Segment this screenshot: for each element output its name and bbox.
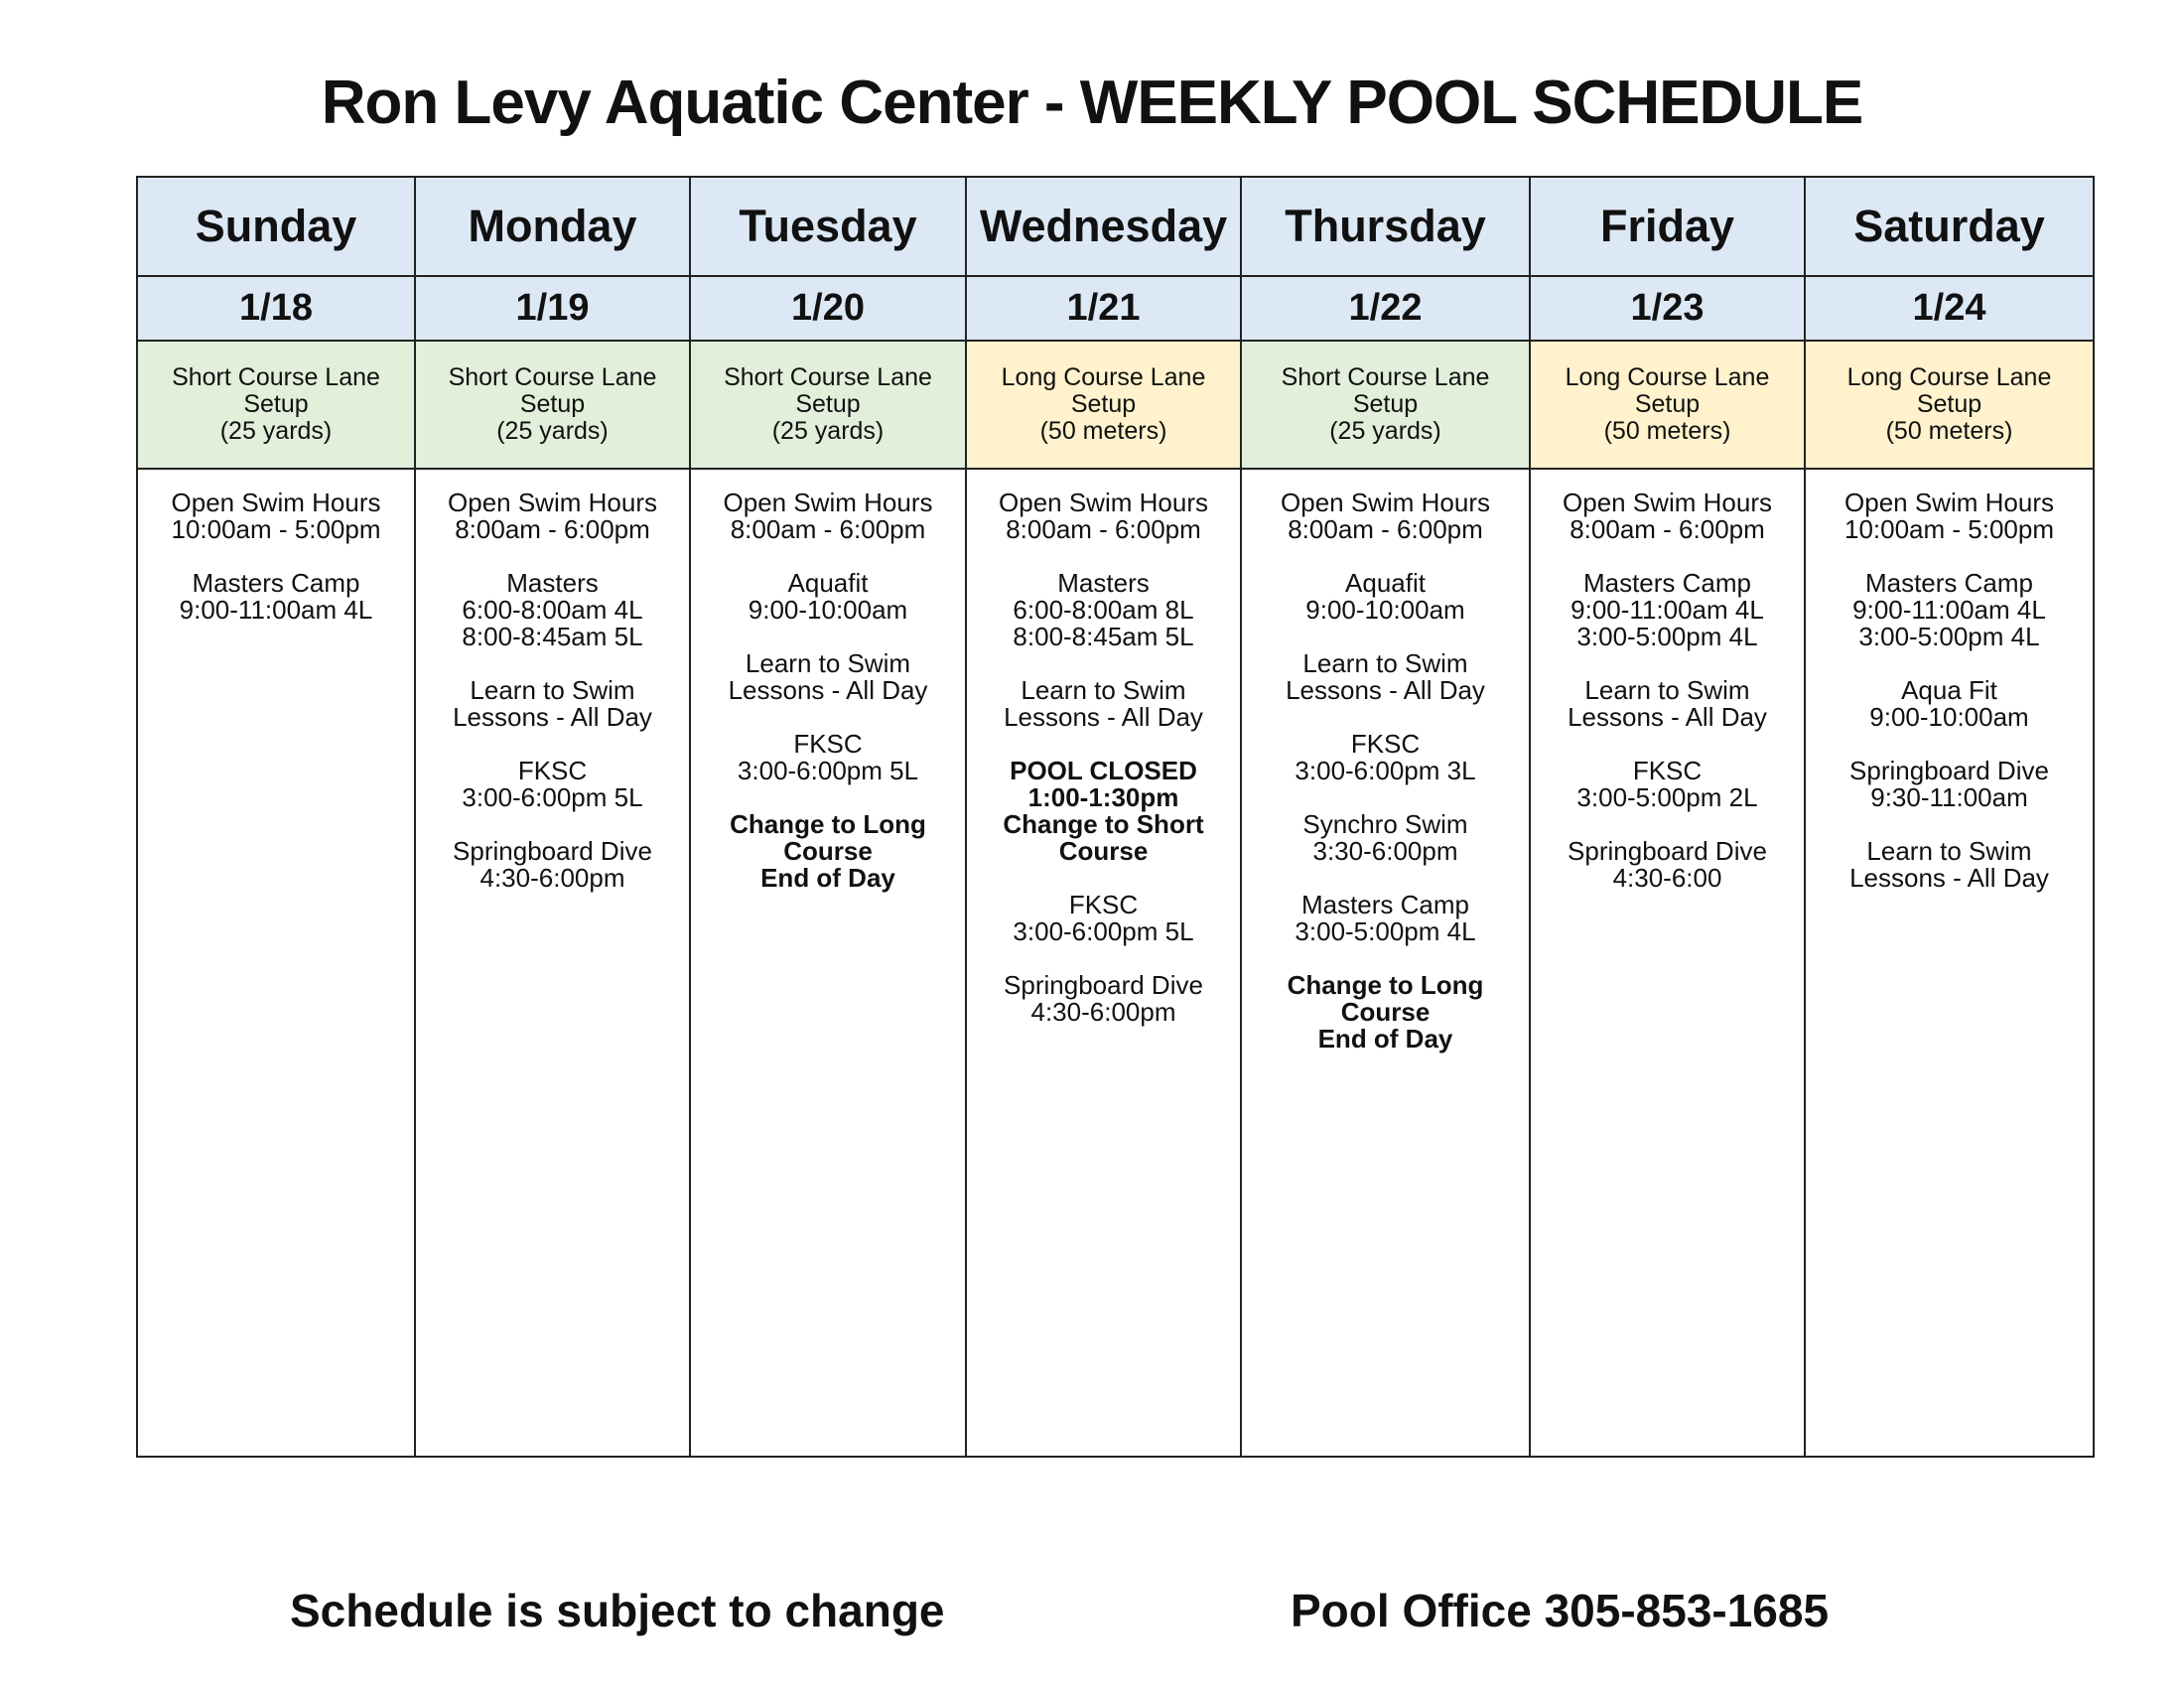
event-line: 3:00-5:00pm 2L [1576, 782, 1758, 812]
event-line: Lessons - All Day [1286, 675, 1485, 705]
setup-line: Setup [1352, 390, 1419, 418]
event-line: 3:00-5:00pm 4L [1858, 622, 2040, 651]
lane-setup-friday [1530, 341, 1805, 469]
schedule-event [1531, 838, 1804, 892]
event-line: FKSC [1068, 890, 1139, 919]
event-line: Masters [1057, 568, 1150, 598]
event-line: FKSC [1350, 729, 1421, 759]
event-line: Open Swim Hours [1563, 488, 1772, 517]
schedule-event [1242, 650, 1529, 704]
event-line: Masters Camp [192, 568, 360, 598]
lane-setup-thursday [1241, 341, 1530, 469]
schedule-change-note: Schedule is subject to change [290, 1585, 945, 1636]
event-line: 8:00am - 6:00pm [1288, 514, 1483, 544]
event-line: Masters Camp [1582, 568, 1752, 598]
schedule-event [691, 811, 965, 892]
schedule-event [416, 570, 689, 650]
schedule-event [967, 972, 1240, 1026]
lane-setup-sunday [137, 341, 415, 469]
schedule-event [691, 731, 965, 784]
event-line: 3:30-6:00pm [1312, 836, 1458, 866]
event-line: Open Swim Hours [999, 488, 1208, 517]
events-wednesday [966, 469, 1241, 1457]
event-line: Masters Camp [1864, 568, 2034, 598]
event-line: Lessons - All Day [1004, 702, 1203, 732]
setup-line: Setup [1634, 390, 1701, 418]
setup-line: Long Course Lane [1846, 363, 2052, 391]
weekly-schedule-table [136, 176, 2095, 1458]
schedule-event [1531, 490, 1804, 543]
event-line: FKSC [793, 729, 863, 759]
day-header-monday: Monday [415, 177, 690, 276]
date-monday: 1/19 [415, 276, 690, 341]
schedule-event [138, 490, 414, 543]
schedule-event [1242, 811, 1529, 865]
event-line: Learn to Swim [1021, 675, 1186, 705]
date-row [137, 276, 2094, 341]
event-line: 8:00am - 6:00pm [455, 514, 650, 544]
schedule-event [1806, 570, 2093, 650]
date-tuesday: 1/20 [690, 276, 966, 341]
event-line: 9:00-10:00am [1305, 595, 1465, 625]
schedule-event [967, 570, 1240, 650]
event-line: Change to Long [1287, 970, 1484, 1000]
events-sunday [137, 469, 415, 1457]
date-friday: 1/23 [1530, 276, 1805, 341]
event-line: 9:30-11:00am [1870, 782, 2028, 812]
schedule-event [1806, 758, 2093, 811]
event-line: Open Swim Hours [171, 488, 381, 517]
event-line: 4:30-6:00pm [479, 863, 625, 893]
day-header-wednesday: Wednesday [966, 177, 1241, 276]
day-name-row [137, 177, 2094, 276]
setup-line: (25 yards) [219, 417, 333, 445]
lane-setup-saturday [1805, 341, 2094, 469]
events-thursday [1241, 469, 1530, 1457]
date-thursday: 1/22 [1241, 276, 1530, 341]
day-header-friday: Friday [1530, 177, 1805, 276]
event-line: Learn to Swim [1584, 675, 1750, 705]
schedule-event [691, 570, 965, 624]
event-line: Change to Long [730, 809, 926, 839]
schedule-event [1242, 892, 1529, 945]
schedule-event [1806, 838, 2093, 892]
event-line: Course [1058, 836, 1149, 866]
setup-line: Short Course Lane [724, 363, 932, 391]
date-saturday: 1/24 [1805, 276, 2094, 341]
event-line: 4:30-6:00 [1612, 863, 1722, 893]
event-line: Aquafit [1345, 568, 1426, 598]
date-sunday: 1/18 [137, 276, 415, 341]
event-line: 9:00-10:00am [748, 595, 908, 625]
event-line: 9:00-11:00am 4L [1570, 595, 1764, 625]
event-line: 3:00-6:00pm 5L [1013, 916, 1194, 946]
events-monday [415, 469, 690, 1457]
setup-line: (50 meters) [1603, 417, 1731, 445]
event-line: 8:00am - 6:00pm [1006, 514, 1201, 544]
schedule-event [967, 892, 1240, 945]
setup-line: (50 meters) [1885, 417, 2013, 445]
day-header-thursday: Thursday [1241, 177, 1530, 276]
event-line: 3:00-5:00pm 4L [1295, 916, 1476, 946]
lane-setup-wednesday [966, 341, 1241, 469]
schedule-event [416, 490, 689, 543]
event-line: 4:30-6:00pm [1030, 997, 1176, 1027]
setup-line: (25 yards) [771, 417, 885, 445]
day-header-saturday: Saturday [1805, 177, 2094, 276]
event-line: 9:00-10:00am [1869, 702, 2029, 732]
setup-line: Setup [519, 390, 586, 418]
schedule-event [691, 490, 965, 543]
event-line: Lessons - All Day [728, 675, 928, 705]
schedule-event [1242, 490, 1529, 543]
event-line: Learn to Swim [1302, 648, 1468, 678]
setup-line: Short Course Lane [1281, 363, 1490, 391]
day-header-sunday: Sunday [137, 177, 415, 276]
schedule-event [1531, 570, 1804, 650]
event-line: 3:00-6:00pm 5L [737, 756, 919, 785]
event-line: Aquafit [787, 568, 869, 598]
event-line: Aqua Fit [1901, 675, 1997, 705]
event-line: POOL CLOSED [1010, 756, 1197, 785]
lane-setup-monday [415, 341, 690, 469]
event-line: Springboard Dive [1568, 836, 1767, 866]
schedule-event [1242, 731, 1529, 784]
setup-line: Setup [243, 390, 309, 418]
event-line: 6:00-8:00am 8L [1013, 595, 1194, 625]
events-tuesday [690, 469, 966, 1457]
page-title: Ron Levy Aquatic Center - WEEKLY POOL SCHEDULE [321, 69, 1863, 137]
event-line: Springboard Dive [1849, 756, 2049, 785]
event-line: Course [1340, 997, 1431, 1027]
schedule-event [138, 570, 414, 624]
event-line: Synchro Swim [1302, 809, 1468, 839]
event-line: Springboard Dive [1004, 970, 1203, 1000]
setup-line: (25 yards) [496, 417, 609, 445]
event-line: Masters Camp [1300, 890, 1470, 919]
schedule-event [416, 838, 689, 892]
events-saturday [1805, 469, 2094, 1457]
event-line: Springboard Dive [453, 836, 652, 866]
event-line: 6:00-8:00am 4L [462, 595, 643, 625]
event-line: Learn to Swim [745, 648, 911, 678]
schedule-event [1242, 570, 1529, 624]
lane-setup-row [137, 341, 2094, 469]
day-header-tuesday: Tuesday [690, 177, 966, 276]
event-line: FKSC [517, 756, 588, 785]
schedule-event [1242, 972, 1529, 1053]
events-row [137, 469, 2094, 1457]
event-line: Open Swim Hours [1844, 488, 2054, 517]
date-wednesday: 1/21 [966, 276, 1241, 341]
event-line: 8:00-8:45am 5L [462, 622, 643, 651]
schedule-event [967, 758, 1240, 865]
event-line: 8:00-8:45am 5L [1013, 622, 1194, 651]
schedule-event [1531, 677, 1804, 731]
event-line: 10:00am - 5:00pm [1843, 514, 2054, 544]
schedule-event [416, 677, 689, 731]
schedule-event [967, 490, 1240, 543]
event-line: Learn to Swim [1866, 836, 2032, 866]
pool-office-phone: Pool Office 305-853-1685 [1291, 1585, 1830, 1636]
events-friday [1530, 469, 1805, 1457]
schedule-event [1806, 677, 2093, 731]
schedule-event [1806, 490, 2093, 543]
event-line: 3:00-5:00pm 4L [1576, 622, 1758, 651]
setup-line: Long Course Lane [1001, 363, 1206, 391]
setup-line: Setup [1070, 390, 1137, 418]
event-line: 8:00am - 6:00pm [1570, 514, 1765, 544]
schedule-event [416, 758, 689, 811]
lane-setup-tuesday [690, 341, 966, 469]
event-line: Masters [506, 568, 599, 598]
event-line: 3:00-6:00pm 5L [462, 782, 643, 812]
setup-line: (25 yards) [1329, 417, 1441, 445]
schedule-event [967, 677, 1240, 731]
setup-line: Long Course Lane [1565, 363, 1770, 391]
event-line: FKSC [1632, 756, 1703, 785]
event-line: Change to Short [1003, 809, 1204, 839]
event-line: Course [783, 836, 873, 866]
event-line: 8:00am - 6:00pm [730, 514, 926, 544]
event-line: Lessons - All Day [453, 702, 652, 732]
event-line: 10:00am - 5:00pm [171, 514, 381, 544]
event-line: Open Swim Hours [1281, 488, 1490, 517]
schedule-event [1531, 758, 1804, 811]
event-line: Open Swim Hours [448, 488, 657, 517]
schedule-event [691, 650, 965, 704]
event-line: Open Swim Hours [723, 488, 933, 517]
event-line: Lessons - All Day [1568, 702, 1767, 732]
event-line: 3:00-6:00pm 3L [1295, 756, 1476, 785]
event-line: End of Day [760, 863, 895, 893]
setup-line: Setup [795, 390, 861, 418]
setup-line: Setup [1916, 390, 1982, 418]
event-line: 1:00-1:30pm [1027, 782, 1179, 812]
event-line: Lessons - All Day [1849, 863, 2049, 893]
event-line: End of Day [1317, 1024, 1453, 1054]
setup-line: (50 meters) [1039, 417, 1167, 445]
event-line: 9:00-11:00am 4L [179, 595, 373, 625]
setup-line: Short Course Lane [172, 363, 380, 391]
setup-line: Short Course Lane [448, 363, 657, 391]
event-line: Learn to Swim [470, 675, 635, 705]
event-line: 9:00-11:00am 4L [1852, 595, 2046, 625]
